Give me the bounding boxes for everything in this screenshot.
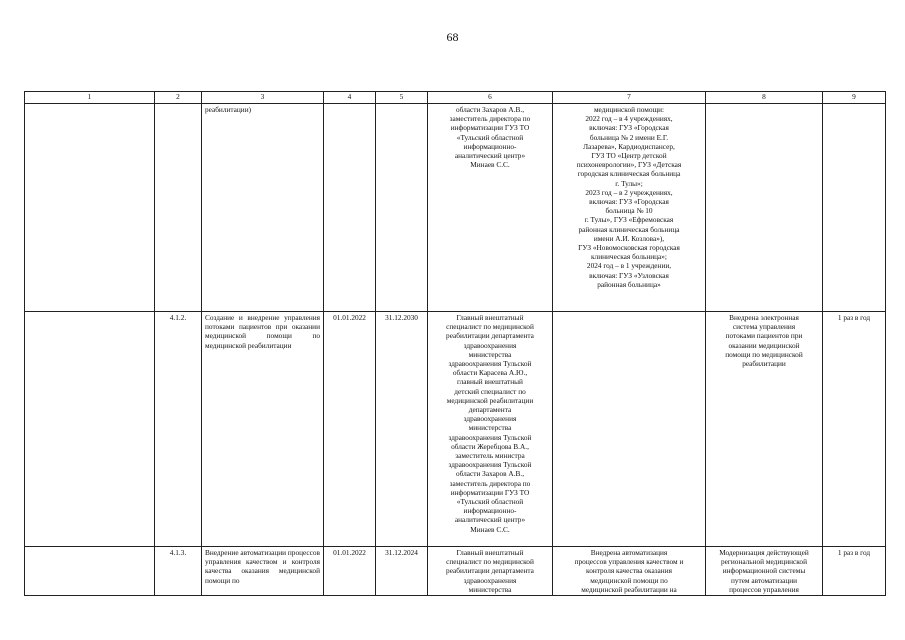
row-number-cell: [25, 312, 155, 547]
table-row: [25, 104, 886, 312]
header-col-4: 4: [324, 92, 376, 104]
header-col-7: 7: [553, 92, 706, 104]
end-date-cell: 31.12.2024: [376, 547, 428, 596]
outcome-cell: Модернизация действующей региональной медицинской информационной системы путем автоматизации процессов управления: [706, 547, 823, 596]
table-row: [25, 312, 886, 547]
outcome-cell: [706, 104, 823, 312]
outcome-cell: Внедрена электронная система управления потоками пациентов при оказании медицинской помощи по медицинской реабилитации: [706, 312, 823, 547]
header-col-9: 9: [823, 92, 886, 104]
header-col-6: 6: [428, 92, 553, 104]
measure-name-cell: Внедрение автоматизации процессов управления качеством и контроля качества оказания медицинской помощи по: [202, 547, 324, 596]
frequency-cell: [823, 104, 886, 312]
page-number: 68: [446, 30, 459, 44]
measure-name-cell: Создание и внедрение управления потоками пациентов при оказании медицинской помощи по медицинской реабилитации: [202, 312, 324, 547]
start-date-cell: 01.01.2022: [324, 547, 376, 596]
responsible-cell: Главный внештатный специалист по медицинской реабилитации департамента здравоохранения министерства здравоохранения Тульской области Карасева А.Ю., главный внештатный детский специалист по медицинской реабилитации департамента здравоохранения министерства здравоохранения Тульской области Жеребцова В.А., заместитель министра здравоохранения Тульской области Захаров А.В., заместитель директора по информатизации ГУЗ ТО «Тульский областной информационно- аналитический центр» Минаев С.С.: [428, 312, 553, 547]
header-col-5: 5: [376, 92, 428, 104]
result-cell: [553, 312, 706, 547]
header-row: [25, 92, 886, 104]
start-date-cell: [324, 104, 376, 312]
header-col-8: 8: [706, 92, 823, 104]
measure-name-cell: реабилитации): [202, 104, 324, 312]
header-col-1: 1: [25, 92, 155, 104]
measure-code-cell: 4.1.2.: [155, 312, 202, 547]
end-date-cell: [376, 104, 428, 312]
start-date-cell: 01.01.2022: [324, 312, 376, 547]
header-col-3: 3: [202, 92, 324, 104]
row-number-cell: [25, 547, 155, 596]
measure-code-cell: [155, 104, 202, 312]
header-col-2: 2: [155, 92, 202, 104]
measures-table: [24, 91, 886, 596]
end-date-cell: 31.12.2030: [376, 312, 428, 547]
responsible-cell: области Захаров А.В., заместитель директора по информатизации ГУЗ ТО «Тульский областной информационно- аналитический центр» Минаев С.С.: [428, 104, 553, 312]
result-cell: Внедрена автоматизация процессов управления качеством и контроля качества оказания медицинской помощи по медицинской реабилитации на: [553, 547, 706, 596]
row-number-cell: [25, 104, 155, 312]
frequency-cell: 1 раз в год: [823, 312, 886, 547]
table-row: [25, 547, 886, 596]
measure-code-cell: 4.1.3.: [155, 547, 202, 596]
frequency-cell: 1 раз в год: [823, 547, 886, 596]
result-cell: медицинской помощи: 2022 год – в 4 учреждениях, включая: ГУЗ «Городская больница № 2 имени Е.Г. Лазарева», Кардиодиспансер, ГУЗ ТО «Центр детской психоневрологии», ГУЗ «Детская городская клиническая больница г. Тулы»; 2023 год – в 2 учреждениях, включая: ГУЗ «Городская больница № 10 г. Тулы», ГУЗ «Ефремовская районная клиническая больница имени А.И. Козлова»), ГУЗ «Новомосковская городская клиническая больница»; 2024 год – в 1 учреждении, включая: ГУЗ «Узловская районная больница»: [553, 104, 706, 312]
responsible-cell: Главный внештатный специалист по медицинской реабилитации департамента здравоохранения министерства: [428, 547, 553, 596]
